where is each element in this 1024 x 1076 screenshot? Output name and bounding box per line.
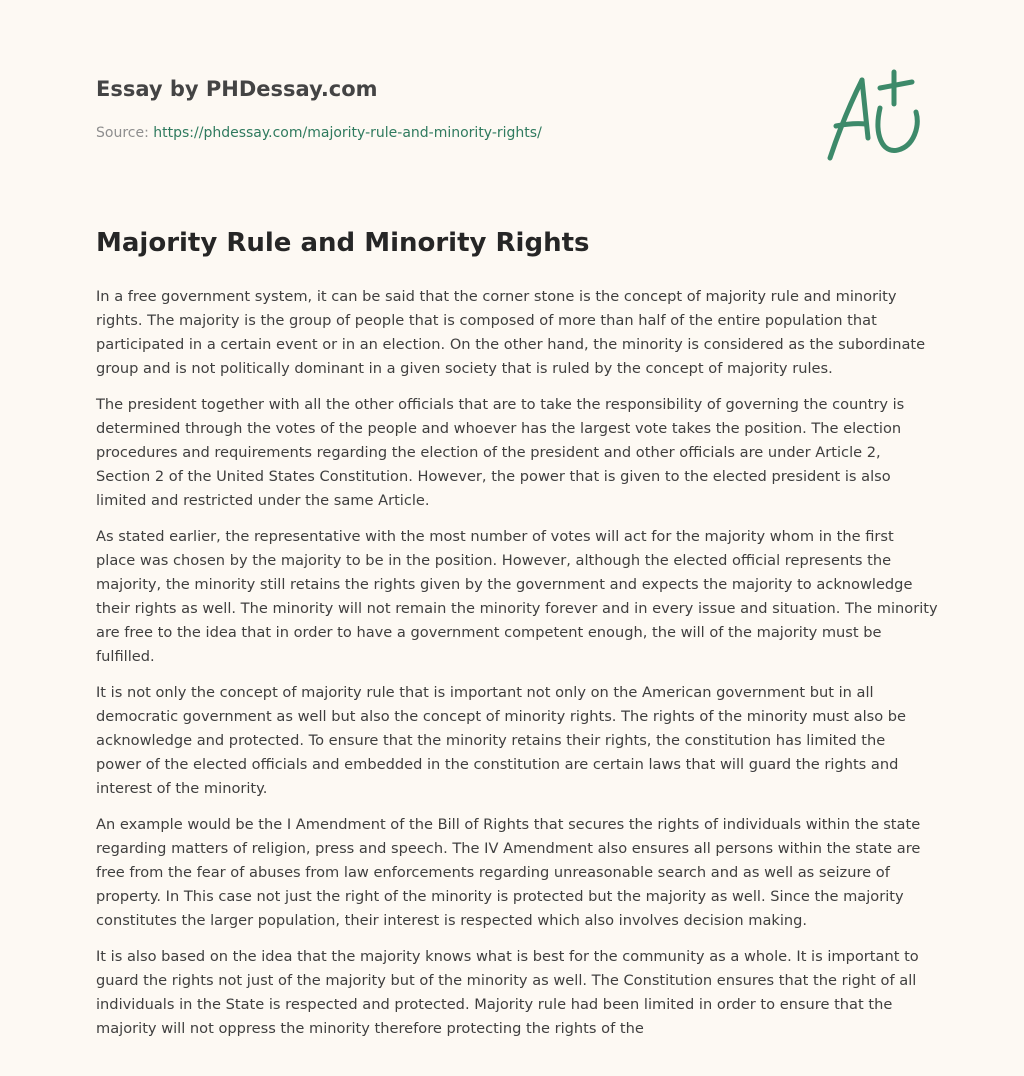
paragraph-line: are free to the idea that in order to have a government competent enough, the will of the majority must be [96, 624, 882, 641]
paragraph-line: place was chosen by the majority to be in the position. However, although the elected official represents the [96, 552, 892, 569]
paragraph-line: It is also based on the idea that the majority knows what is best for the community as a whole. It is important to [96, 948, 919, 965]
paragraph-line: The president together with all the other officials that are to take the responsibility of governing the country is [96, 396, 905, 413]
paragraph-line: individuals in the State is respected and protected. Majority rule had been limited in order to ensure that the [96, 996, 893, 1013]
site-brand: Essay by PHDessay.com [96, 77, 378, 101]
paragraph-line: regarding matters of religion, press and speech. The IV Amendment also ensures all persons within the state are [96, 840, 921, 857]
paragraph-line: constitutes the larger population, their interest is respected which also involves decision making. [96, 912, 808, 929]
essay-body [96, 285, 938, 1053]
paragraph-line: In a free government system, it can be said that the corner stone is the concept of majority rule and minority [96, 288, 897, 305]
paragraph-line: majority will not oppress the minority therefore protecting the rights of the [96, 1020, 644, 1037]
paragraph-line: interest of the minority. [96, 780, 268, 797]
source-link[interactable]: https://phdessay.com/majority-rule-and-minority-rights/ [153, 125, 542, 141]
paragraph-line: majority, the minority still retains the rights given by the government and expects the majority to acknowledge [96, 576, 913, 593]
essay-paragraph [96, 681, 930, 801]
essay-paragraph [96, 285, 930, 381]
paragraph-line: procedures and requirements regarding the election of the president and other officials are under Article 2, [96, 444, 881, 461]
paragraph-line: fulfilled. [96, 648, 155, 665]
paragraph-line: An example would be the I Amendment of the Bill of Rights that secures the rights of individuals within the state [96, 816, 921, 833]
paragraph-line: power of the elected officials and embedded in the constitution are certain laws that will guard the rights and [96, 756, 899, 773]
paragraph-line: It is not only the concept of majority rule that is important not only on the American government but in all [96, 684, 874, 701]
essay-paragraph [96, 393, 930, 513]
paragraph-line: democratic government as well but also the concept of minority rights. The rights of the minority must also be [96, 708, 907, 725]
paragraph-line: determined through the votes of the people and whoever has the largest vote takes the position. The election [96, 420, 902, 437]
source-label: Source: [96, 125, 154, 141]
paragraph-line: guard the rights not just of the majority but of the minority as well. The Constitution ensures that the right of all [96, 972, 917, 989]
paragraph-line: group and is not politically dominant in a given society that is ruled by the concept of majority rules. [96, 360, 833, 377]
paragraph-line: rights. The majority is the group of people that is composed of more than half of the entire population that [96, 312, 877, 329]
paragraph-line: Section 2 of the United States Constitution. However, the power that is given to the elected president is also [96, 468, 891, 485]
paragraph-line: limited and restricted under the same Article. [96, 492, 430, 509]
essay-paragraph [96, 813, 930, 933]
paragraph-line: acknowledge and protected. To ensure that the minority retains their rights, the constitution has limited the [96, 732, 886, 749]
paragraph-line: their rights as well. The minority will not remain the minority forever and in every issue and situation. The minority [96, 600, 938, 617]
essay-title: Majority Rule and Minority Rights [96, 228, 590, 258]
paragraph-line: As stated earlier, the representative with the most number of votes will act for the majority whom in the first [96, 528, 894, 545]
paragraph-line: free from the fear of abuses from law enforcements regarding unreasonable search and as well as seizure of [96, 864, 890, 881]
paragraph-line: property. In This case not just the right of the minority is protected but the majority as well. Since the majority [96, 888, 904, 905]
paragraph-line: participated in a certain event or in an election. On the other hand, the minority is considered as the subordinate [96, 336, 926, 353]
essay-paragraph [96, 945, 930, 1041]
essay-paragraph [96, 525, 938, 669]
source-line [96, 125, 542, 141]
a-plus-icon [822, 68, 926, 164]
